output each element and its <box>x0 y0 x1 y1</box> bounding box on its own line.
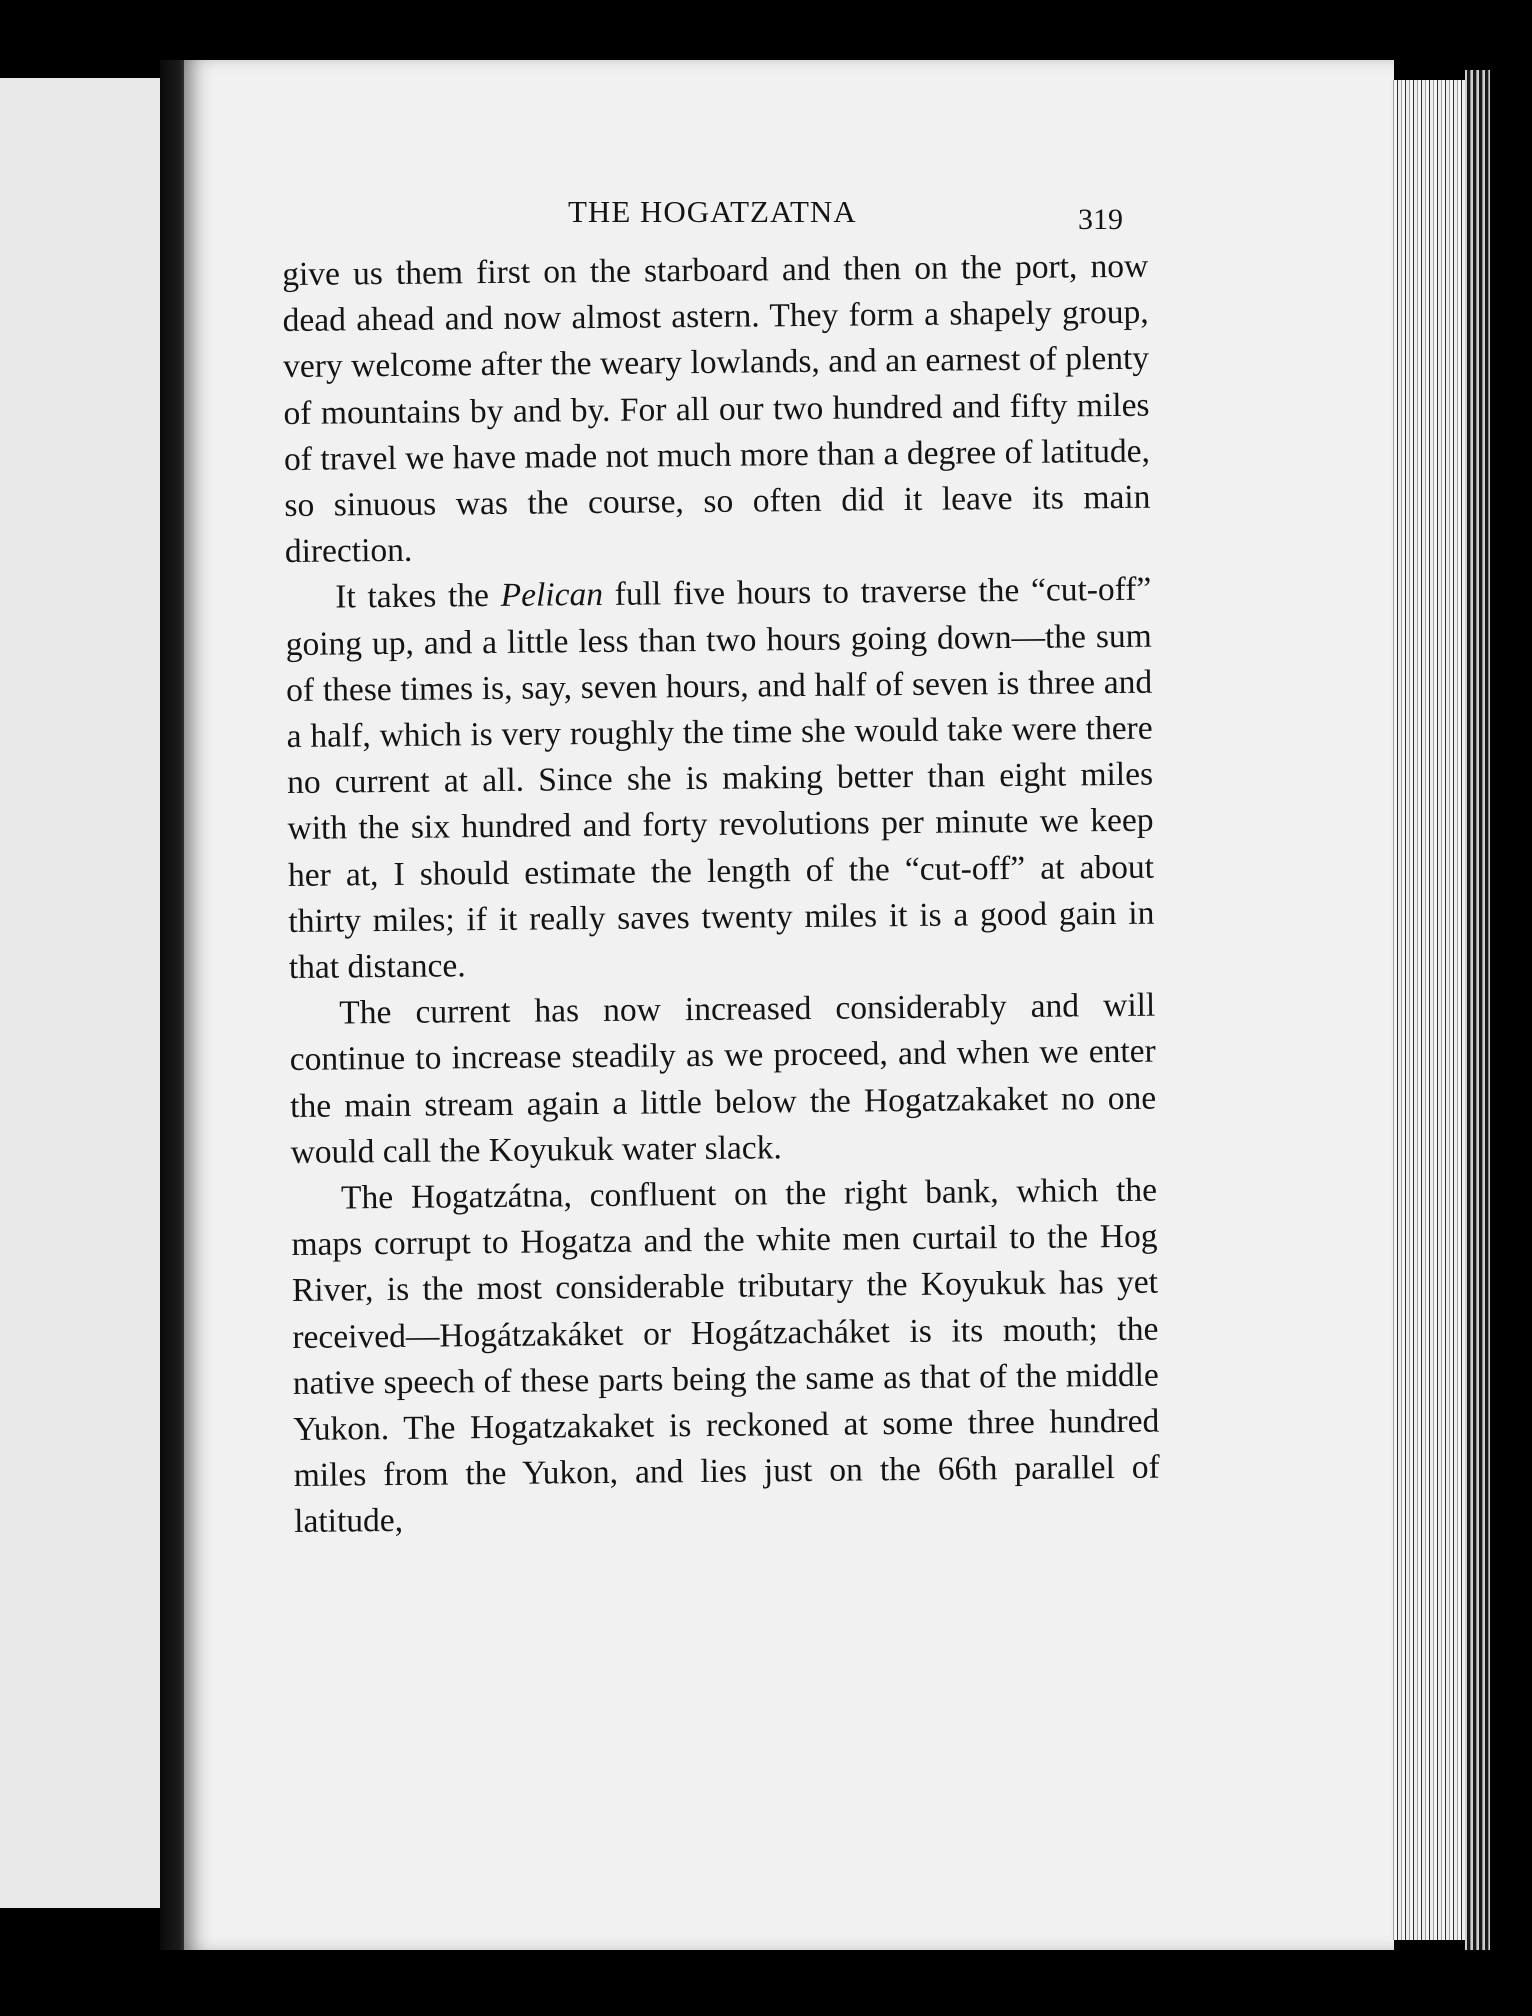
running-head <box>0 194 1532 234</box>
running-title: THE HOGATZATNA <box>568 194 857 229</box>
paragraph-3: The current has now increased considerably and will continue to increase steadily as we proceed, and when we enter the main stream again a little below the Hogatzakaket no one would call the Koyukuk water slack. <box>289 986 1157 1171</box>
paragraph-4: The Hogatzátna, confluent on the right bank, which the maps corrupt to Hogatza and the white men curtail to the Hog River, is the most considerable tributary the Koyukuk has yet received—Hogátzakáket or Hogátzacháket is its mouth; the native speech of these parts being the same as that of the middle Yukon. The Hogatzakaket is reckoned at some three hundred miles from the Yukon, and lies just on the 66th parallel of latitude, <box>291 1171 1160 1541</box>
left-page-edge <box>0 78 160 1908</box>
paragraph-2-text-after: full five hours to traverse the “cut-off” going up, and a little less than two hours going down—the sum of these times is, say, seven hours, and half of seven is three and a half, which is very roughly the time she would take were there no current at all. Since she is making better than eight miles with the six hundred and forty revolutions per minute we keep her at, I should estimate the length of the “cut-off” at about thirty miles; if it really saves twenty miles it is a good gain in that distance. <box>285 571 1155 987</box>
page-edges <box>1390 80 1470 1940</box>
paragraph-1: give us them first on the starboard and then on the port, now dead ahead and now almost astern. They form a shapely group, very welcome after the weary lowlands, and an earnest of plenty of mountains by and by. For all our two hundred and fifty miles of travel we have made not much more than a degree of latitude, so sinuous was the course, so often did it leave its main direction. <box>282 247 1151 571</box>
paragraph-2-text-before: It takes the <box>335 577 501 616</box>
body-text <box>282 244 1160 1546</box>
page-number: 319 <box>1078 203 1123 236</box>
paragraph-2 <box>285 567 1155 991</box>
page-edges-outer <box>1465 70 1490 1950</box>
ship-name-italic: Pelican <box>500 576 604 615</box>
